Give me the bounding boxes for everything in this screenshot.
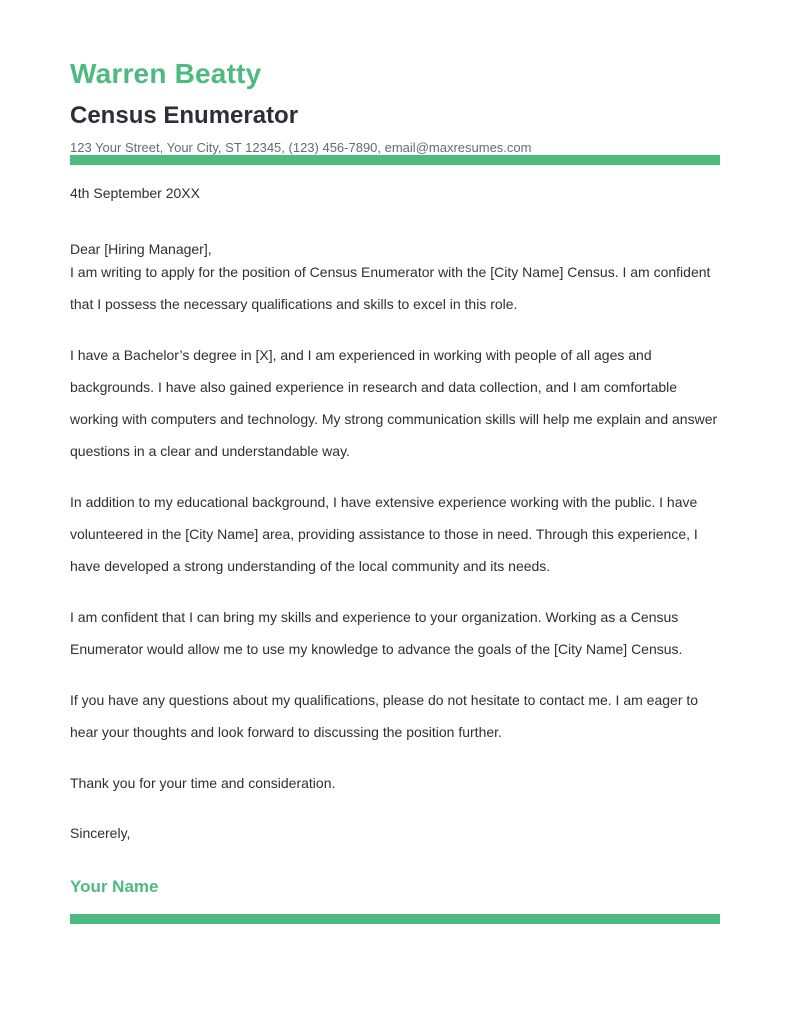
footer-divider [70,914,720,924]
body-paragraph-5: If you have any questions about my qualifications, please do not hesitate to contact me. I am eager to hear your thoughts and look forward to discussing the position further. [70,692,699,740]
job-title: Census Enumerator [70,102,299,129]
signature-name: Your Name [70,877,159,896]
body-paragraph-3: In addition to my educational background, I have extensive experience working with the public. I have volunteered in the [City Name] area, providing assistance to those in need. Through this experience, I have developed a strong understanding of the local community and its needs. [70,494,698,574]
applicant-name: Warren Beatty [70,58,262,89]
body-paragraph-4: I am confident that I can bring my skills and experience to your organization. Working as a Census Enumerator would allow me to use my knowledge to advance the goals of the [City Name] Census. [70,609,683,657]
header-divider [70,155,720,165]
salutation: Dear [Hiring Manager], [70,241,212,257]
body-paragraph-2: I have a Bachelor’s degree in [X], and I am experienced in working with people of all ages and backgrounds. I have also gained experience in research and data collection, and I am comfortable working with computers and technology. My strong communication skills will help me explain and answer questions in a clear and understandable way. [70,347,718,459]
body-paragraph-6: Thank you for your time and consideration. [70,775,336,791]
body-paragraph-1: I am writing to apply for the position of Census Enumerator with the [City Name] Census. I am confident that I possess the necessary qualifications and skills to excel in this role. [70,264,711,312]
letter-date: 4th September 20XX [70,185,200,201]
closing: Sincerely, [70,825,131,841]
contact-info: 123 Your Street, Your City, ST 12345, (123) 456-7890, email@maxresumes.com [70,140,532,155]
